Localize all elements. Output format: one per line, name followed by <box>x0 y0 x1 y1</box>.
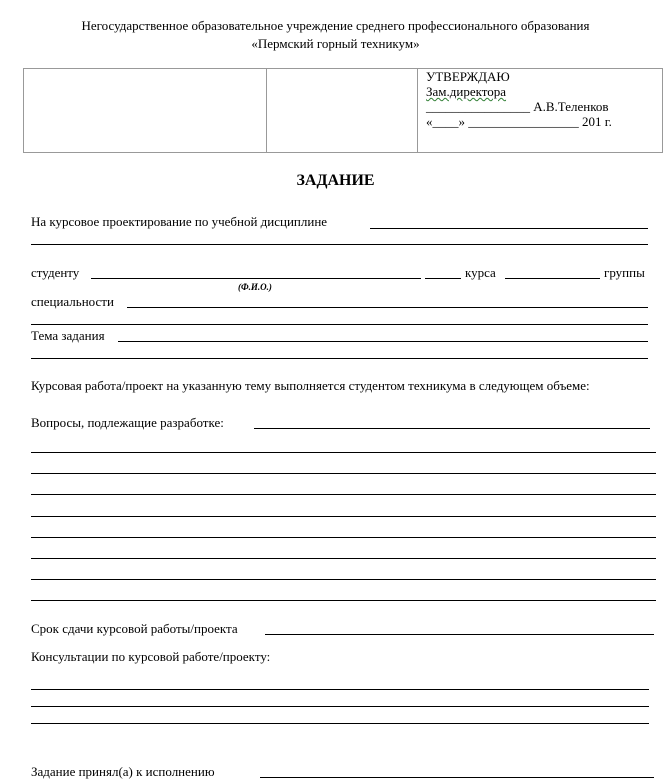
consult-line-3 <box>31 723 649 724</box>
course-label: курса <box>465 265 496 280</box>
questions-line-3 <box>31 494 656 495</box>
accepted-label: Задание принял(а) к исполнению <box>31 764 215 779</box>
org-name-line2: «Пермский горный техникум» <box>251 36 420 51</box>
specialty-field-line-2 <box>31 324 648 325</box>
approval-date-line: «____» _________________ 201 г. <box>426 114 612 129</box>
consult-line-1 <box>31 689 649 690</box>
student-label: студенту <box>31 265 80 280</box>
fio-hint: (Ф.И.О.) <box>238 282 272 292</box>
group-field-line <box>505 278 600 279</box>
consult-label: Консультации по курсовой работе/проекту: <box>31 649 271 664</box>
approval-cell-empty-1 <box>24 69 267 153</box>
document-title: ЗАДАНИЕ <box>296 172 375 189</box>
questions-field-line <box>254 428 650 429</box>
org-name-line1: Негосударственное образовательное учреждение среднего профессионального образования <box>81 18 590 33</box>
approve-heading: УТВЕРЖДАЮ <box>426 69 510 84</box>
deadline-label: Срок сдачи курсовой работы/проекта <box>31 621 238 636</box>
student-name-line <box>91 278 421 279</box>
questions-label: Вопросы, подлежащие разработке: <box>31 415 224 430</box>
discipline-field-line-2 <box>31 244 648 245</box>
topic-field-line <box>118 341 648 342</box>
questions-line-1 <box>31 452 656 453</box>
questions-line-2 <box>31 473 656 474</box>
course-field-line <box>425 278 461 279</box>
specialty-field-line <box>127 307 648 308</box>
topic-label: Тема задания <box>31 328 105 343</box>
approver-position: Зам.директора <box>426 84 507 99</box>
specialty-label: специальности <box>31 294 114 309</box>
approval-cell-empty-2 <box>267 69 418 153</box>
topic-field-line-2 <box>31 358 648 359</box>
questions-line-4 <box>31 516 656 517</box>
questions-line-5 <box>31 537 656 538</box>
deadline-field-line <box>265 634 654 635</box>
accepted-field-line <box>260 777 654 778</box>
approval-cell <box>418 69 663 153</box>
group-label: группы <box>604 265 645 280</box>
approver-signature-line: ________________ А.В.Теленков <box>426 99 609 114</box>
questions-line-7 <box>31 579 656 580</box>
approval-table <box>23 68 663 153</box>
discipline-label: На курсовое проектирование по учебной дисциплине <box>31 214 328 229</box>
discipline-field-line <box>370 228 648 229</box>
scope-text: Курсовая работа/проект на указанную тему выполняется студентом техникума в следующем объеме: <box>31 378 590 393</box>
questions-line-6 <box>31 558 656 559</box>
questions-line-8 <box>31 600 656 601</box>
consult-line-2 <box>31 706 649 707</box>
